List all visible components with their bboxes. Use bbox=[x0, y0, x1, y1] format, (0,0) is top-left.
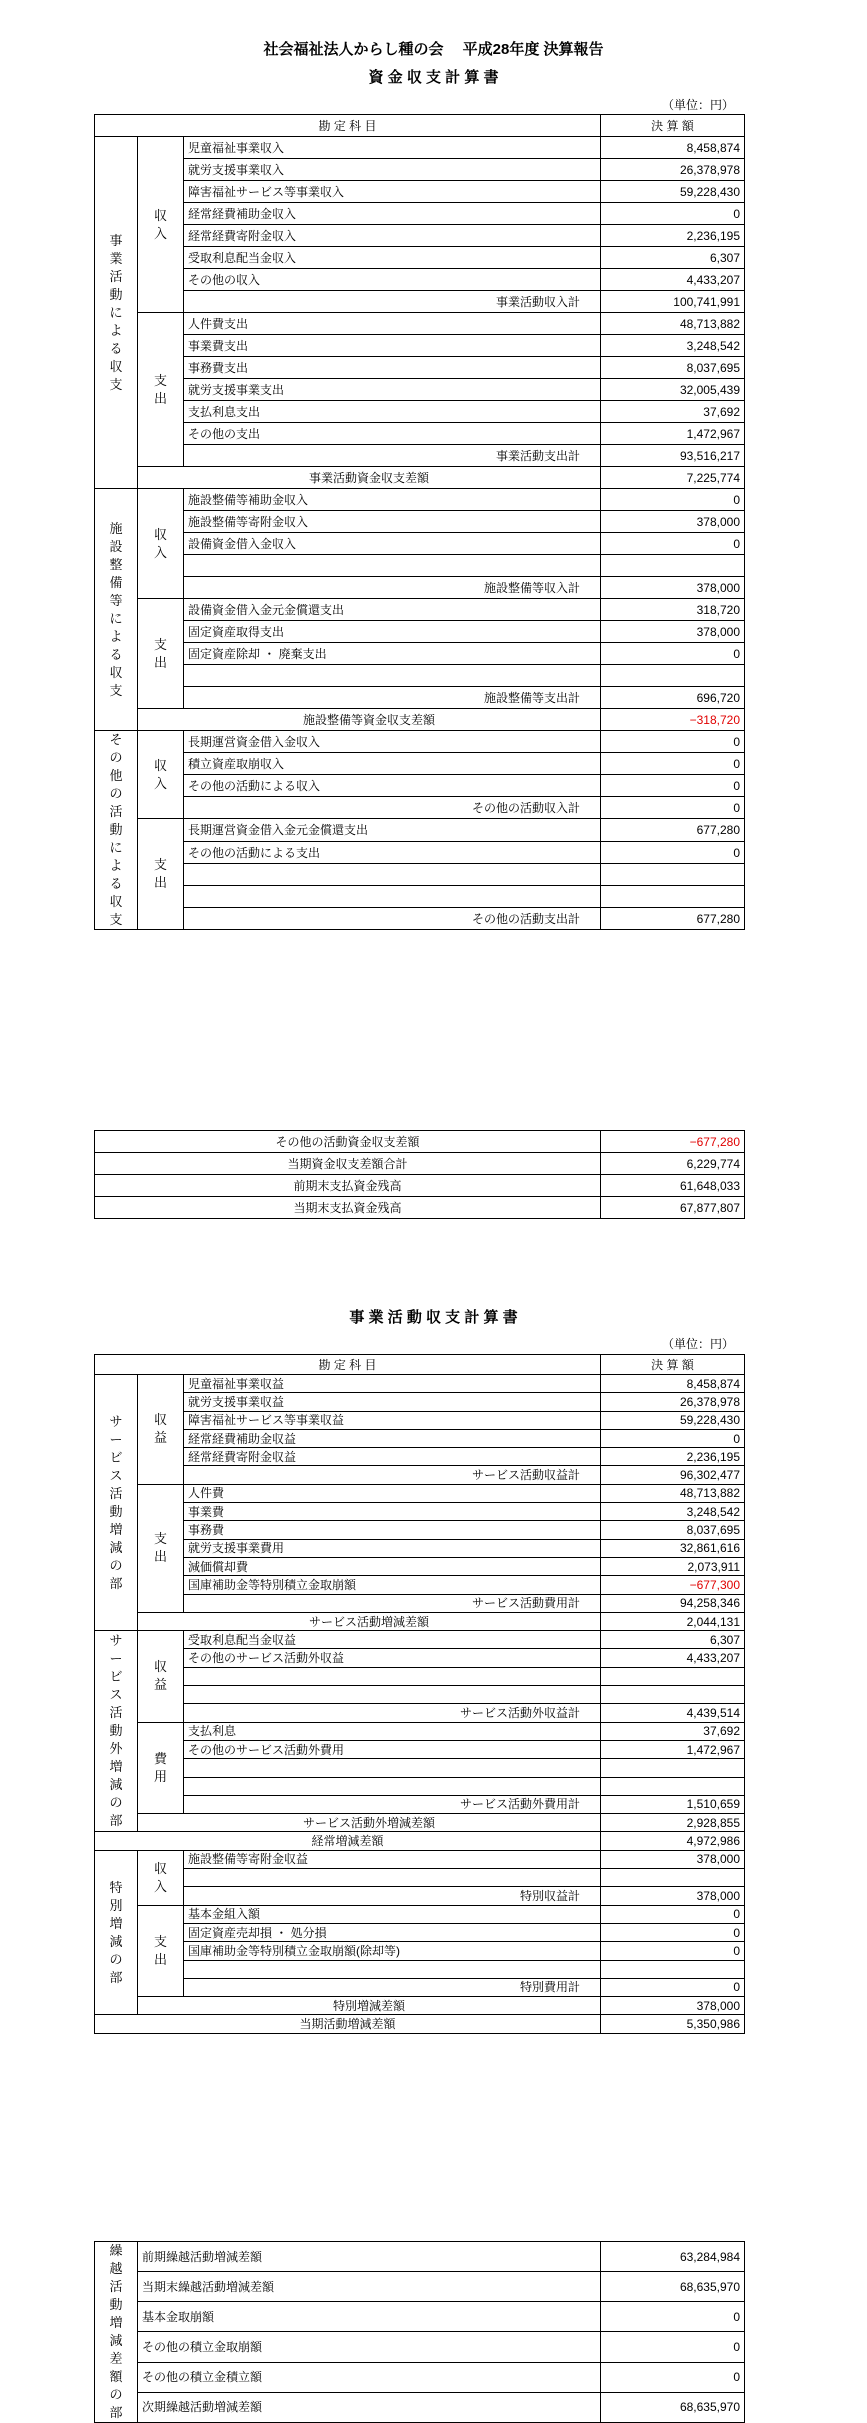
table-row bbox=[95, 753, 745, 775]
subtotal-name: 事業活動支出計 bbox=[184, 445, 601, 467]
table-row bbox=[95, 797, 745, 819]
item-name: 児童福祉事業収入 bbox=[184, 137, 601, 159]
section-label-text: サービス活動増減の部 bbox=[109, 1413, 123, 1591]
subtotal-name: サービス活動収益計 bbox=[184, 1466, 601, 1484]
amount-cell: 0 bbox=[601, 1978, 745, 1996]
activity-title: 事 業 活 動 収 支 計 算 書 bbox=[349, 1309, 518, 1326]
item-name: 事業費支出 bbox=[184, 335, 601, 357]
amount-cell: 5,350,986 bbox=[601, 2015, 745, 2033]
org-title: 社会福祉法人からし種の会 平成28年度 決算報告 bbox=[263, 41, 604, 58]
item-name: 施設整備等寄附金収益 bbox=[184, 1850, 601, 1868]
section-label-text: 収益 bbox=[153, 1659, 167, 1693]
section-label-text: 収入 bbox=[153, 757, 167, 791]
amount-cell: 0 bbox=[601, 489, 745, 511]
difference-name: 事業活動資金収支差額 bbox=[138, 467, 601, 489]
table-row bbox=[95, 2272, 745, 2302]
table-row bbox=[95, 1795, 745, 1813]
table-row bbox=[95, 2242, 745, 2272]
section-label bbox=[95, 137, 138, 489]
cashflow-summary-table bbox=[94, 1130, 745, 1219]
item-name: 施設整備等補助金収入 bbox=[184, 489, 601, 511]
amount-cell: 0 bbox=[601, 2362, 745, 2392]
table-row bbox=[95, 1942, 745, 1960]
item-name bbox=[184, 1759, 601, 1777]
difference-name: 施設整備等資金収支差額 bbox=[138, 709, 601, 731]
amount-cell: 37,692 bbox=[601, 401, 745, 423]
amount-cell: 94,258,346 bbox=[601, 1594, 745, 1612]
amount-cell: 32,005,439 bbox=[601, 379, 745, 401]
item-name bbox=[184, 1686, 601, 1704]
section-label bbox=[138, 137, 184, 313]
section-label-text: 費用 bbox=[153, 1750, 167, 1784]
amount-cell: 0 bbox=[601, 842, 745, 864]
table-row bbox=[95, 775, 745, 797]
amount-cell: 68,635,970 bbox=[601, 2272, 745, 2302]
item-name: 長期運営資金借入金収入 bbox=[184, 731, 601, 753]
table-row bbox=[95, 1667, 745, 1685]
table-row bbox=[95, 2332, 745, 2362]
amount-cell: 32,861,616 bbox=[601, 1539, 745, 1557]
section-label bbox=[95, 1375, 138, 1631]
amount-cell: 63,284,984 bbox=[601, 2242, 745, 2272]
amount-cell bbox=[601, 1869, 745, 1887]
table-row bbox=[95, 1355, 745, 1375]
section-label bbox=[95, 731, 138, 930]
table-row bbox=[95, 709, 745, 731]
table-row bbox=[95, 269, 745, 291]
amount-cell: 67,877,807 bbox=[601, 1197, 745, 1219]
section-label bbox=[138, 489, 184, 599]
table-row bbox=[95, 908, 745, 930]
amount-cell: 0 bbox=[601, 1429, 745, 1447]
header-amount: 決 算 額 bbox=[601, 115, 745, 137]
amount-cell: 677,280 bbox=[601, 908, 745, 930]
table-row bbox=[95, 1686, 745, 1704]
amount-cell: 2,236,195 bbox=[601, 225, 745, 247]
difference-name: 特別増減差額 bbox=[138, 1997, 601, 2015]
section-label bbox=[138, 313, 184, 467]
amount-cell: 8,037,695 bbox=[601, 357, 745, 379]
table-row bbox=[95, 1576, 745, 1594]
section-label-text: 支出 bbox=[153, 636, 167, 670]
item-name: 当期末繰越活動増減差額 bbox=[138, 2272, 601, 2302]
item-name: 就労支援事業費用 bbox=[184, 1539, 601, 1557]
item-name bbox=[184, 555, 601, 577]
subtotal-name: サービス活動外収益計 bbox=[184, 1704, 601, 1722]
item-name bbox=[184, 886, 601, 908]
item-name bbox=[184, 665, 601, 687]
item-name: 長期運営資金借入金元金償還支出 bbox=[184, 819, 601, 842]
total-name: 経常増減差額 bbox=[95, 1832, 601, 1850]
subtotal-name: その他の活動収入計 bbox=[184, 797, 601, 819]
table-row bbox=[95, 1411, 745, 1429]
table-row bbox=[95, 1997, 745, 2015]
section-label bbox=[95, 1850, 138, 2015]
cashflow-title: 資 金 収 支 計 算 書 bbox=[368, 69, 499, 86]
summary-name: 前期末支払資金残高 bbox=[95, 1175, 601, 1197]
amount-cell: 3,248,542 bbox=[601, 335, 745, 357]
subtotal-name: 事業活動収入計 bbox=[184, 291, 601, 313]
amount-cell: 61,648,033 bbox=[601, 1175, 745, 1197]
amount-cell: 0 bbox=[601, 2302, 745, 2332]
item-name bbox=[184, 1960, 601, 1978]
item-name: その他のサービス活動外収益 bbox=[184, 1649, 601, 1667]
table-row bbox=[95, 1197, 745, 1219]
table-row bbox=[95, 621, 745, 643]
table-row bbox=[95, 819, 745, 842]
table-row bbox=[95, 577, 745, 599]
table-row bbox=[95, 1740, 745, 1758]
amount-cell: −318,720 bbox=[601, 709, 745, 731]
item-name: 受取利息配当金収入 bbox=[184, 247, 601, 269]
table-row bbox=[95, 1905, 745, 1923]
table-row bbox=[95, 115, 745, 137]
table-row bbox=[95, 1153, 745, 1175]
subtotal-name: サービス活動外費用計 bbox=[184, 1795, 601, 1813]
section-label-text: 収入 bbox=[153, 526, 167, 560]
amount-cell: 59,228,430 bbox=[601, 181, 745, 203]
amount-cell: 6,307 bbox=[601, 1631, 745, 1649]
section-label-text: 施設整備等による収支 bbox=[109, 520, 123, 698]
section-label bbox=[138, 1631, 184, 1722]
subtotal-name: その他の活動支出計 bbox=[184, 908, 601, 930]
item-name: 就労支援事業支出 bbox=[184, 379, 601, 401]
amount-cell: 378,000 bbox=[601, 1997, 745, 2015]
summary-name: その他の活動資金収支差額 bbox=[95, 1131, 601, 1153]
amount-cell: 1,472,967 bbox=[601, 423, 745, 445]
header-item: 勘 定 科 目 bbox=[95, 115, 601, 137]
amount-cell: 4,433,207 bbox=[601, 1649, 745, 1667]
amount-cell: 696,720 bbox=[601, 687, 745, 709]
table-row bbox=[95, 1832, 745, 1850]
amount-cell: 0 bbox=[601, 731, 745, 753]
item-name: 障害福祉サービス等事業収益 bbox=[184, 1411, 601, 1429]
table-row bbox=[95, 1594, 745, 1612]
section-label-text: 収入 bbox=[153, 1860, 167, 1894]
section-label bbox=[95, 489, 138, 731]
table-row bbox=[95, 1960, 745, 1978]
item-name: 就労支援事業収益 bbox=[184, 1393, 601, 1411]
table-row bbox=[95, 1649, 745, 1667]
table-row bbox=[95, 643, 745, 665]
amount-cell: 0 bbox=[601, 643, 745, 665]
amount-cell: 6,307 bbox=[601, 247, 745, 269]
carryover-table bbox=[94, 2241, 745, 2423]
item-name: 施設整備等寄附金収入 bbox=[184, 511, 601, 533]
item-name: その他の積立金取崩額 bbox=[138, 2332, 601, 2362]
item-name: その他の活動による収入 bbox=[184, 775, 601, 797]
section-label-text: 支出 bbox=[153, 372, 167, 406]
table-row bbox=[95, 1131, 745, 1153]
table-row bbox=[95, 555, 745, 577]
item-name: 人件費支出 bbox=[184, 313, 601, 335]
amount-cell: 8,458,874 bbox=[601, 137, 745, 159]
item-name: 経常経費寄附金収益 bbox=[184, 1448, 601, 1466]
activity-table bbox=[94, 1354, 745, 2034]
item-name bbox=[184, 1777, 601, 1795]
table-row bbox=[95, 1503, 745, 1521]
section-label bbox=[138, 1850, 184, 1905]
section-label bbox=[138, 819, 184, 930]
table-row bbox=[95, 137, 745, 159]
table-row bbox=[95, 842, 745, 864]
amount-cell: 378,000 bbox=[601, 621, 745, 643]
amount-cell: 48,713,882 bbox=[601, 1484, 745, 1502]
section-label-text: 支出 bbox=[153, 857, 167, 890]
section-label-text: 収益 bbox=[153, 1412, 167, 1446]
amount-cell: 26,378,978 bbox=[601, 159, 745, 181]
table-row bbox=[95, 2392, 745, 2422]
amount-cell: 68,635,970 bbox=[601, 2392, 745, 2422]
table-row bbox=[95, 291, 745, 313]
table-row bbox=[95, 2302, 745, 2332]
amount-cell: 378,000 bbox=[601, 1850, 745, 1868]
item-name: 固定資産取得支出 bbox=[184, 621, 601, 643]
unit-label: （単位：円） bbox=[661, 98, 734, 112]
item-name: 国庫補助金等特別積立金取崩額(除却等) bbox=[184, 1942, 601, 1960]
amount-cell: 0 bbox=[601, 775, 745, 797]
amount-cell: 100,741,991 bbox=[601, 291, 745, 313]
cashflow-table bbox=[94, 114, 745, 930]
table-row bbox=[95, 864, 745, 886]
section-label-text: その他の活動による収支 bbox=[109, 732, 123, 927]
item-name: 受取利息配当金収益 bbox=[184, 1631, 601, 1649]
amount-cell: 0 bbox=[601, 1905, 745, 1923]
amount-cell: 96,302,477 bbox=[601, 1466, 745, 1484]
amount-cell: 0 bbox=[601, 203, 745, 225]
amount-cell: 378,000 bbox=[601, 577, 745, 599]
amount-cell: 2,236,195 bbox=[601, 1448, 745, 1466]
table-row bbox=[95, 225, 745, 247]
table-row bbox=[95, 159, 745, 181]
item-name: 経常経費補助金収入 bbox=[184, 203, 601, 225]
item-name: 基本金組入額 bbox=[184, 1905, 601, 1923]
table-row bbox=[95, 489, 745, 511]
amount-cell: 93,516,217 bbox=[601, 445, 745, 467]
table-row bbox=[95, 247, 745, 269]
amount-cell: 59,228,430 bbox=[601, 1411, 745, 1429]
amount-cell: 2,044,131 bbox=[601, 1612, 745, 1630]
amount-cell: 0 bbox=[601, 1942, 745, 1960]
table-row bbox=[95, 1612, 745, 1630]
unit-label-2: （単位：円） bbox=[661, 1337, 734, 1351]
table-row bbox=[95, 665, 745, 687]
item-name: 事務費 bbox=[184, 1521, 601, 1539]
table-row bbox=[95, 445, 745, 467]
item-name: 人件費 bbox=[184, 1484, 601, 1502]
amount-cell: 1,472,967 bbox=[601, 1740, 745, 1758]
section-label bbox=[138, 1722, 184, 1813]
item-name: 設備資金借入金収入 bbox=[184, 533, 601, 555]
item-name: その他の積立金積立額 bbox=[138, 2362, 601, 2392]
amount-cell: 6,229,774 bbox=[601, 1153, 745, 1175]
table-row bbox=[95, 1521, 745, 1539]
amount-cell: 48,713,882 bbox=[601, 313, 745, 335]
table-row bbox=[95, 687, 745, 709]
subtotal-name: 特別費用計 bbox=[184, 1978, 601, 1996]
section-label-text: 繰越活動増減差額の部 bbox=[109, 2243, 123, 2420]
item-name: 積立資産取崩収入 bbox=[184, 753, 601, 775]
table-row bbox=[95, 533, 745, 555]
section-label bbox=[138, 731, 184, 819]
section-label bbox=[138, 1905, 184, 1996]
item-name: 経常経費補助金収益 bbox=[184, 1429, 601, 1447]
amount-cell: 8,458,874 bbox=[601, 1375, 745, 1393]
summary-name: 当期末支払資金残高 bbox=[95, 1197, 601, 1219]
item-name: 固定資産除却 ・ 廃棄支出 bbox=[184, 643, 601, 665]
amount-cell: 2,928,855 bbox=[601, 1814, 745, 1832]
table-row bbox=[95, 1722, 745, 1740]
item-name: 児童福祉事業収益 bbox=[184, 1375, 601, 1393]
difference-name: サービス活動増減差額 bbox=[138, 1612, 601, 1630]
amount-cell bbox=[601, 886, 745, 908]
table-row bbox=[95, 1484, 745, 1502]
table-row bbox=[95, 467, 745, 489]
amount-cell bbox=[601, 1777, 745, 1795]
item-name: その他の活動による支出 bbox=[184, 842, 601, 864]
table-row bbox=[95, 886, 745, 908]
table-row bbox=[95, 1814, 745, 1832]
amount-cell bbox=[601, 665, 745, 687]
summary-name: 当期資金収支差額合計 bbox=[95, 1153, 601, 1175]
total-name: 当期活動増減差額 bbox=[95, 2015, 601, 2033]
table-row bbox=[95, 2015, 745, 2033]
table-row bbox=[95, 1557, 745, 1575]
subtotal-name: サービス活動費用計 bbox=[184, 1594, 601, 1612]
item-name: 就労支援事業収入 bbox=[184, 159, 601, 181]
amount-cell: 0 bbox=[601, 533, 745, 555]
item-name: 固定資産売却損 ・ 処分損 bbox=[184, 1923, 601, 1941]
amount-cell bbox=[601, 1686, 745, 1704]
table-row bbox=[95, 1869, 745, 1887]
amount-cell: 0 bbox=[601, 797, 745, 819]
amount-cell: 677,280 bbox=[601, 819, 745, 842]
section-label bbox=[138, 599, 184, 709]
item-name bbox=[184, 1667, 601, 1685]
table-row bbox=[95, 357, 745, 379]
table-row bbox=[95, 1704, 745, 1722]
amount-cell: 2,073,911 bbox=[601, 1557, 745, 1575]
amount-cell: 1,510,659 bbox=[601, 1795, 745, 1813]
subtotal-name: 施設整備等収入計 bbox=[184, 577, 601, 599]
amount-cell: 318,720 bbox=[601, 599, 745, 621]
amount-cell: 0 bbox=[601, 1923, 745, 1941]
section-label bbox=[95, 1631, 138, 1832]
section-label bbox=[138, 1375, 184, 1485]
item-name: 事務費支出 bbox=[184, 357, 601, 379]
table-row bbox=[95, 1539, 745, 1557]
item-name: 支払利息支出 bbox=[184, 401, 601, 423]
table-row bbox=[95, 203, 745, 225]
table-row bbox=[95, 1429, 745, 1447]
item-name bbox=[184, 1869, 601, 1887]
amount-cell: 4,972,986 bbox=[601, 1832, 745, 1850]
amount-cell: −677,300 bbox=[601, 1576, 745, 1594]
amount-cell bbox=[601, 1759, 745, 1777]
table-row bbox=[95, 313, 745, 335]
section-label bbox=[138, 1484, 184, 1612]
item-name: その他のサービス活動外費用 bbox=[184, 1740, 601, 1758]
table-row bbox=[95, 731, 745, 753]
table-row bbox=[95, 1175, 745, 1197]
item-name: 障害福祉サービス等事業収入 bbox=[184, 181, 601, 203]
amount-cell: 3,248,542 bbox=[601, 1503, 745, 1521]
table-row bbox=[95, 379, 745, 401]
amount-cell bbox=[601, 1960, 745, 1978]
item-name: その他の収入 bbox=[184, 269, 601, 291]
table-row bbox=[95, 1448, 745, 1466]
amount-cell: 7,225,774 bbox=[601, 467, 745, 489]
item-name: 設備資金借入金元金償還支出 bbox=[184, 599, 601, 621]
amount-cell: 0 bbox=[601, 753, 745, 775]
table-row bbox=[95, 1923, 745, 1941]
item-name: 次期繰越活動増減差額 bbox=[138, 2392, 601, 2422]
amount-cell: 378,000 bbox=[601, 1887, 745, 1905]
table-row bbox=[95, 401, 745, 423]
amount-cell: 4,433,207 bbox=[601, 269, 745, 291]
item-name: 経常経費寄附金収入 bbox=[184, 225, 601, 247]
table-row bbox=[95, 335, 745, 357]
item-name bbox=[184, 864, 601, 886]
item-name: 国庫補助金等特別積立金取崩額 bbox=[184, 1576, 601, 1594]
header-item: 勘 定 科 目 bbox=[95, 1355, 601, 1375]
section-label-text: 特別増減の部 bbox=[109, 1879, 123, 1985]
table-row bbox=[95, 599, 745, 621]
difference-name: サービス活動外増減差額 bbox=[138, 1814, 601, 1832]
amount-cell bbox=[601, 864, 745, 886]
amount-cell: 378,000 bbox=[601, 511, 745, 533]
item-name: その他の支出 bbox=[184, 423, 601, 445]
amount-cell: 26,378,978 bbox=[601, 1393, 745, 1411]
section-label-text: 支出 bbox=[153, 1531, 167, 1565]
table-row bbox=[95, 511, 745, 533]
amount-cell bbox=[601, 555, 745, 577]
table-row bbox=[95, 1466, 745, 1484]
table-row bbox=[95, 1375, 745, 1393]
section-label-text: 支出 bbox=[153, 1933, 167, 1967]
item-name: 事業費 bbox=[184, 1503, 601, 1521]
item-name: 減価償却費 bbox=[184, 1557, 601, 1575]
table-row bbox=[95, 1759, 745, 1777]
table-row bbox=[95, 1777, 745, 1795]
amount-cell: 8,037,695 bbox=[601, 1521, 745, 1539]
item-name: 基本金取崩額 bbox=[138, 2302, 601, 2332]
amount-cell: 4,439,514 bbox=[601, 1704, 745, 1722]
item-name: 支払利息 bbox=[184, 1722, 601, 1740]
table-row bbox=[95, 2362, 745, 2392]
section-label bbox=[95, 2242, 138, 2423]
header-amount: 決 算 額 bbox=[601, 1355, 745, 1375]
section-label-text: サービス活動外増減の部 bbox=[109, 1633, 123, 1829]
table-row bbox=[95, 1393, 745, 1411]
section-label-text: 事業活動による収支 bbox=[109, 232, 123, 392]
amount-cell bbox=[601, 1667, 745, 1685]
table-row bbox=[95, 1631, 745, 1649]
amount-cell: 0 bbox=[601, 2332, 745, 2362]
table-row bbox=[95, 423, 745, 445]
subtotal-name: 特別収益計 bbox=[184, 1887, 601, 1905]
table-row bbox=[95, 181, 745, 203]
item-name: 前期繰越活動増減差額 bbox=[138, 2242, 601, 2272]
amount-cell: 37,692 bbox=[601, 1722, 745, 1740]
subtotal-name: 施設整備等支出計 bbox=[184, 687, 601, 709]
amount-cell: −677,280 bbox=[601, 1131, 745, 1153]
table-row bbox=[95, 1887, 745, 1905]
table-row bbox=[95, 1978, 745, 1996]
section-label-text: 収入 bbox=[153, 207, 167, 241]
table-row bbox=[95, 1850, 745, 1868]
